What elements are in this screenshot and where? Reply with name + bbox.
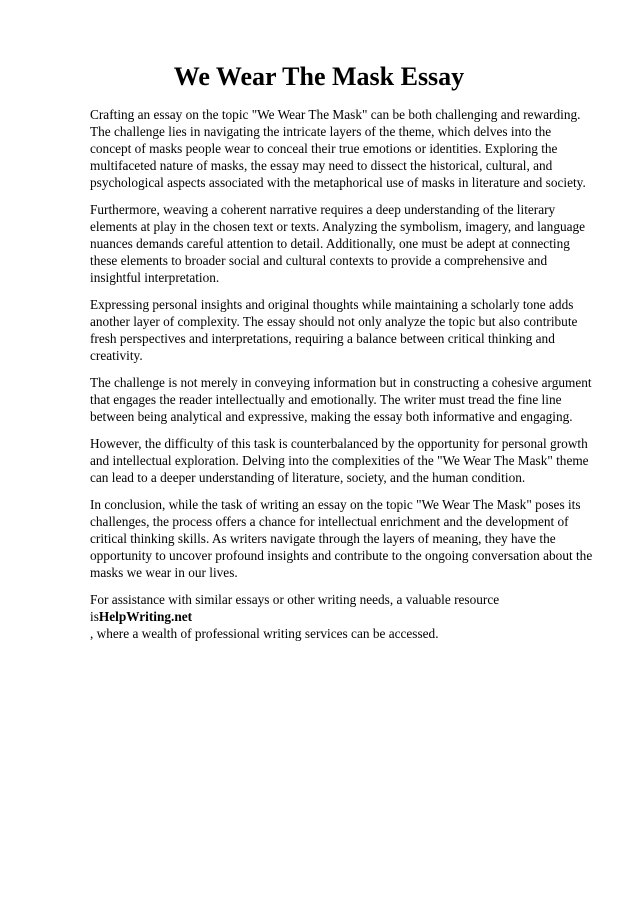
paragraph-5: However, the difficulty of this task is counterbalanced by the opportunity for personal growth and intellectual exploration. Delving into the complexities of the "We Wear The Mask" theme can lead to a deeper understanding of literature, society, and the human condition. [90,436,589,485]
paragraph-1: Crafting an essay on the topic "We Wear The Mask" can be both challenging and rewarding. The challenge lies in navigating the intricate layers of the theme, which delves into the concept of masks people wear to conceal their true emotions or identities. Exploring the multifaceted nature of masks, the essay may need to dissect the historical, cultural, and psychological aspects associated with the metaphorical use of masks in literature and society. [90,107,586,190]
paragraph-6: In conclusion, while the task of writing an essay on the topic "We Wear The Mask" poses its challenges, the process offers a chance for intellectual enrichment and the development of critical thinking skills. As writers navigate through the layers of meaning, they have the opportunity to uncover profound insights and contribute to the ongoing conversation about the masks we wear in our lives. [90,497,593,580]
document-title: We Wear The Mask Essay [173,62,465,91]
resource-brand-name: HelpWriting.net [98,609,193,624]
closing-paragraph [90,591,595,642]
paragraph-4: The challenge is not merely in conveying information but in constructing a cohesive argument that engages the reader intellectually and emotionally. The writer must tread the fine line between being analytical and expressive, making the essay both informative and engaging. [90,375,592,424]
paragraph-2: Furthermore, weaving a coherent narrative requires a deep understanding of the literary elements at play in the chosen text or texts. Analyzing the symbolism, imagery, and language nuances demands careful attention to detail. Additionally, one must be adept at connecting these elements to broader social and cultural contexts to provide a comprehensive and insightful interpretation. [90,202,586,285]
document-body [90,106,595,652]
closing-text-before: For assistance with similar essays or other writing needs, a valuable resource is [90,592,500,624]
closing-text-after: , where a wealth of professional writing services can be accessed. [90,626,439,641]
paragraph-3: Expressing personal insights and original thoughts while maintaining a scholarly tone adds another layer of complexity. The essay should not only analyze the topic but also contribute fresh perspectives and interpretations, requiring a balance between critical thinking and creativity. [90,297,578,363]
